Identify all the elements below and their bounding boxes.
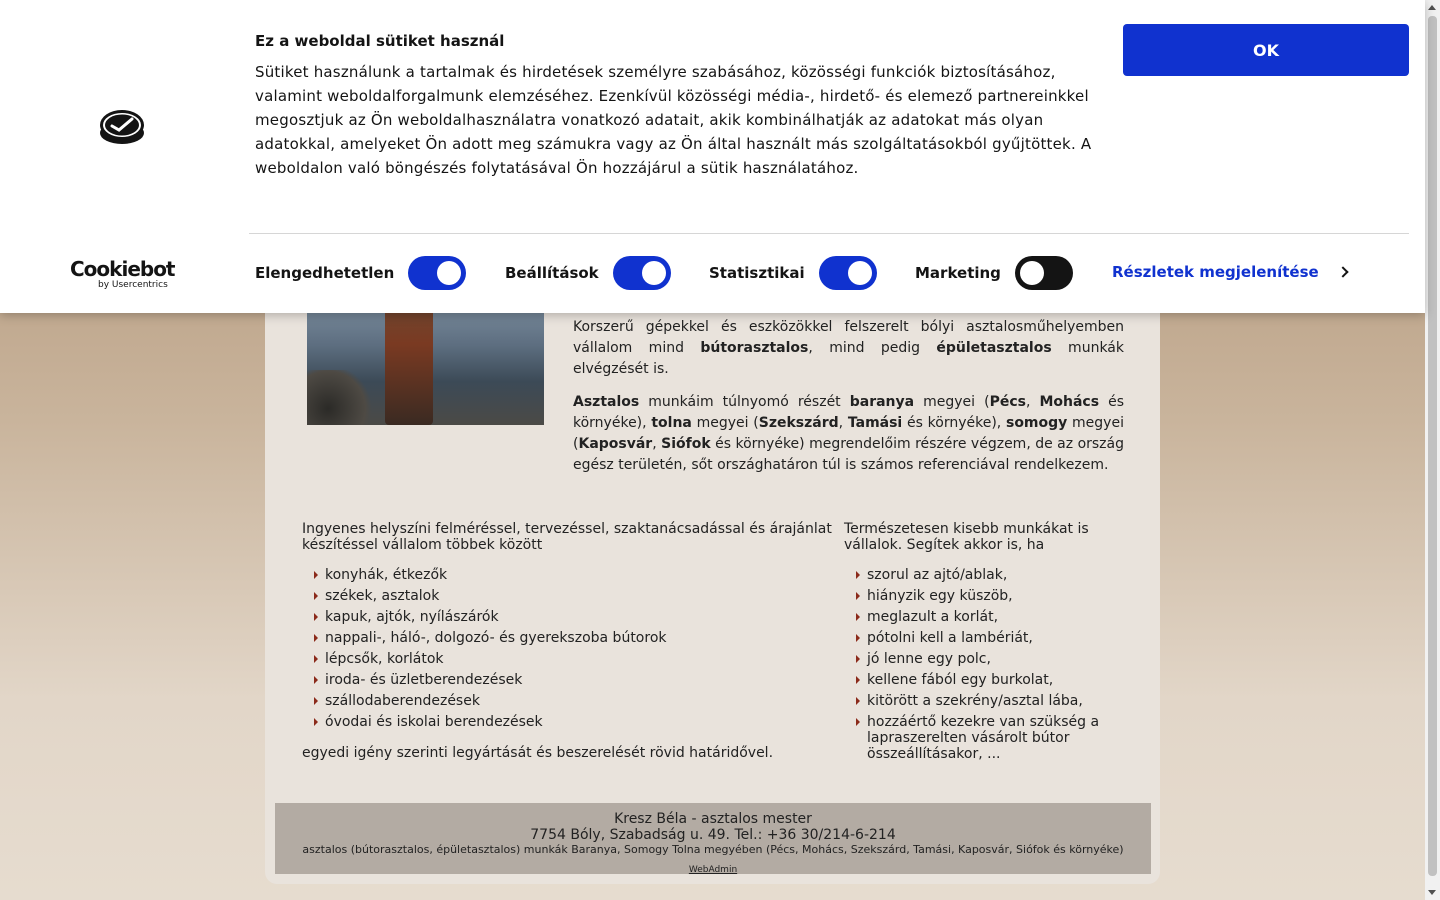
- list-item-text: nappali-, háló-, dolgozó- és gyerekszoba bútorok: [325, 630, 667, 646]
- list-item-text: jó lenne egy polc,: [867, 651, 991, 667]
- small-jobs-list: [844, 567, 1124, 762]
- main-content: [265, 280, 1160, 884]
- scrollbar-thumb[interactable]: [1428, 16, 1437, 876]
- cookiebot-logo-text: Cookiebot: [70, 257, 175, 281]
- list-item-text: kapuk, ajtók, nyílászárók: [325, 609, 499, 625]
- bold-keyword: Tamási: [847, 415, 903, 431]
- intro-paragraph: [573, 317, 1124, 380]
- services-list: [302, 567, 842, 730]
- toggle-knob: [1020, 261, 1044, 285]
- toggle-group-necessary: [255, 256, 466, 290]
- page-scrollbar[interactable]: [1425, 0, 1440, 900]
- list-item: [302, 567, 842, 583]
- footer-address: 7754 Bóly, Szabadság u. 49. Tel.: +36 30/214-6-214: [530, 827, 896, 843]
- list-item: [844, 651, 1124, 667]
- bold-keyword: Asztalos: [573, 394, 640, 410]
- show-details-label: Részletek megjelenítése: [1112, 263, 1319, 281]
- bullet-arrow-icon: [856, 634, 860, 642]
- bullet-arrow-icon: [314, 655, 318, 663]
- banner-divider: [249, 233, 1409, 234]
- text-segment: Korszerű gépekkel és eszközökkel felszerelt bólyi asztalosműhelyemben vállalom mind: [573, 319, 1124, 356]
- bullet-arrow-icon: [314, 613, 318, 621]
- cookie-banner-title: Ez a weboldal sütiket használ: [255, 32, 505, 50]
- toggle-necessary[interactable]: [408, 256, 466, 290]
- toggle-label-preferences: Beállítások: [505, 264, 599, 282]
- bullet-arrow-icon: [856, 676, 860, 684]
- list-item: [844, 693, 1124, 709]
- bullet-arrow-icon: [856, 613, 860, 621]
- webadmin-link[interactable]: WebAdmin: [688, 865, 738, 875]
- bullet-arrow-icon: [314, 634, 318, 642]
- bold-keyword: Kaposvár: [578, 436, 653, 452]
- list-item-text: szorul az ajtó/ablak,: [867, 567, 1008, 583]
- small-jobs-intro: Természetesen kisebb munkákat is vállalok. Segítek akkor is, ha: [844, 521, 1089, 553]
- ok-button[interactable]: OK: [1123, 24, 1409, 76]
- list-item-text: meglazult a korlát,: [867, 609, 999, 625]
- list-item: [302, 693, 842, 709]
- list-item-text: lépcsők, korlátok: [325, 651, 444, 667]
- list-item: [844, 567, 1124, 583]
- list-item: [844, 714, 1124, 762]
- list-item: [302, 609, 842, 625]
- toggle-knob: [848, 261, 872, 285]
- list-item: [844, 588, 1124, 604]
- bold-keyword: bútorasztalos: [700, 340, 809, 356]
- scroll-up-arrow-icon[interactable]: [1428, 5, 1436, 10]
- toggle-knob: [437, 261, 461, 285]
- bullet-arrow-icon: [314, 676, 318, 684]
- list-item-text: hiányzik egy küszöb,: [867, 588, 1013, 604]
- bold-keyword: baranya: [849, 394, 915, 410]
- services-intro: Ingyenes helyszíni felméréssel, tervezéssel, szaktanácsadással és árajánlat készítéssel vállalom többek között: [302, 521, 832, 553]
- text-segment: megyei (: [914, 394, 990, 410]
- list-item-text: iroda- és üzletberendezések: [325, 672, 523, 688]
- list-item-text: kellene fából egy burkolat,: [867, 672, 1054, 688]
- footer-name: Kresz Béla - asztalos mester: [614, 811, 812, 827]
- bullet-arrow-icon: [314, 697, 318, 705]
- text-segment: ,: [1025, 394, 1040, 410]
- cookie-icon: [98, 106, 146, 146]
- list-item-text: hozzáértő kezekre van szükség a lapraszerelten vásárolt bútor összeállításakor, ...: [867, 714, 1100, 762]
- bold-keyword: somogy: [1005, 415, 1068, 431]
- bold-keyword: épületasztalos: [936, 340, 1052, 356]
- toggle-label-statistics: Statisztikai: [709, 264, 805, 282]
- chevron-right-icon: [1337, 266, 1348, 277]
- text-segment: ,: [838, 415, 848, 431]
- toggle-preferences[interactable]: [613, 256, 671, 290]
- small-jobs-column: [844, 521, 1124, 767]
- list-item: [844, 609, 1124, 625]
- toggle-group-statistics: [709, 256, 877, 290]
- services-column: [302, 521, 842, 761]
- list-item: [302, 630, 842, 646]
- scroll-down-arrow-icon[interactable]: [1428, 890, 1436, 895]
- list-item: [302, 651, 842, 667]
- bold-keyword: Pécs: [989, 394, 1026, 410]
- services-outro: egyedi igény szerinti legyártását és beszerelését rövid határidővel.: [302, 745, 774, 761]
- list-item-text: pótolni kell a lambériát,: [867, 630, 1033, 646]
- footer-keywords: asztalos (bútorasztalos, épületasztalos) munkák Baranya, Somogy Tolna megyében (Pécs, Mohács, Szekszárd, Tamási, Kaposvár, Siófok és környéke): [302, 843, 1124, 856]
- bold-keyword: Mohács: [1039, 394, 1100, 410]
- cookiebot-logo: [70, 258, 174, 290]
- region-paragraph: [573, 392, 1124, 476]
- bullet-arrow-icon: [856, 697, 860, 705]
- text-segment: munkáim túlnyomó részét: [639, 394, 850, 410]
- footer: [275, 803, 1151, 874]
- toggle-statistics[interactable]: [819, 256, 877, 290]
- toggle-group-preferences: [505, 256, 671, 290]
- bullet-arrow-icon: [856, 571, 860, 579]
- list-item: [302, 672, 842, 688]
- text-segment: és környéke) megrendelőim részére végzem, de az ország egész területén, sőt országhatáron túl is számos referenciával rendelkezem.: [573, 436, 1125, 473]
- bullet-arrow-icon: [314, 571, 318, 579]
- toggle-label-necessary: Elengedhetetlen: [255, 264, 395, 282]
- toggle-label-marketing: Marketing: [915, 264, 1001, 282]
- toggle-group-marketing: [915, 256, 1073, 290]
- text-segment: ,: [652, 436, 662, 452]
- list-item-text: konyhák, étkezők: [325, 567, 448, 583]
- show-details-link[interactable]: [1112, 263, 1347, 281]
- list-item-text: székek, asztalok: [325, 588, 440, 604]
- text-segment: megyei (: [573, 415, 1124, 452]
- photo-rocks: [307, 370, 377, 425]
- list-item-text: óvodai és iskolai berendezések: [325, 714, 543, 730]
- bold-keyword: Siófok: [661, 436, 711, 452]
- bullet-arrow-icon: [314, 592, 318, 600]
- bullet-arrow-icon: [314, 718, 318, 726]
- list-item: [844, 672, 1124, 688]
- text-segment: munkák elvégzését is.: [573, 340, 1124, 377]
- bold-keyword: tolna: [651, 415, 692, 431]
- text-segment: , mind pedig: [808, 340, 937, 356]
- cookie-banner-text: Sütiket használunk a tartalmak és hirdetések személyre szabásához, közösségi funkciók biztosításához, valamint weboldalforgalmunk elemzéséhez. Ezenkívül közösségi média-, hirdető- és elemező partnereinkkel megosztjuk az Ön weboldalhasználatra vonatkozó adatait, akik kombinálhatják az adatokat más olyan adatokkal, amelyeket Ön adott meg számukra vagy az Ön által használt más szolgáltatásokból gyűjtöttek. A weboldalon való böngészés folytatásával Ön hozzájárul a sütik használatához.: [255, 63, 1092, 177]
- bullet-arrow-icon: [856, 655, 860, 663]
- cookie-consent-banner: [0, 0, 1425, 313]
- list-item: [302, 714, 842, 730]
- toggle-marketing[interactable]: [1015, 256, 1073, 290]
- list-item: [302, 588, 842, 604]
- list-item-text: szállodaberendezések: [325, 693, 480, 709]
- bold-keyword: Szekszárd: [758, 415, 839, 431]
- text-segment: megyei (: [691, 415, 759, 431]
- toggle-knob: [642, 261, 666, 285]
- list-item-text: kitörött a szekrény/asztal lába,: [867, 693, 1083, 709]
- text-segment: és környéke),: [902, 415, 1006, 431]
- text-segment: és környéke),: [573, 394, 1125, 431]
- cookiebot-logo-byline: by Usercentrics: [98, 280, 168, 290]
- bullet-arrow-icon: [856, 592, 860, 600]
- bullet-arrow-icon: [856, 718, 860, 726]
- list-item: [844, 630, 1124, 646]
